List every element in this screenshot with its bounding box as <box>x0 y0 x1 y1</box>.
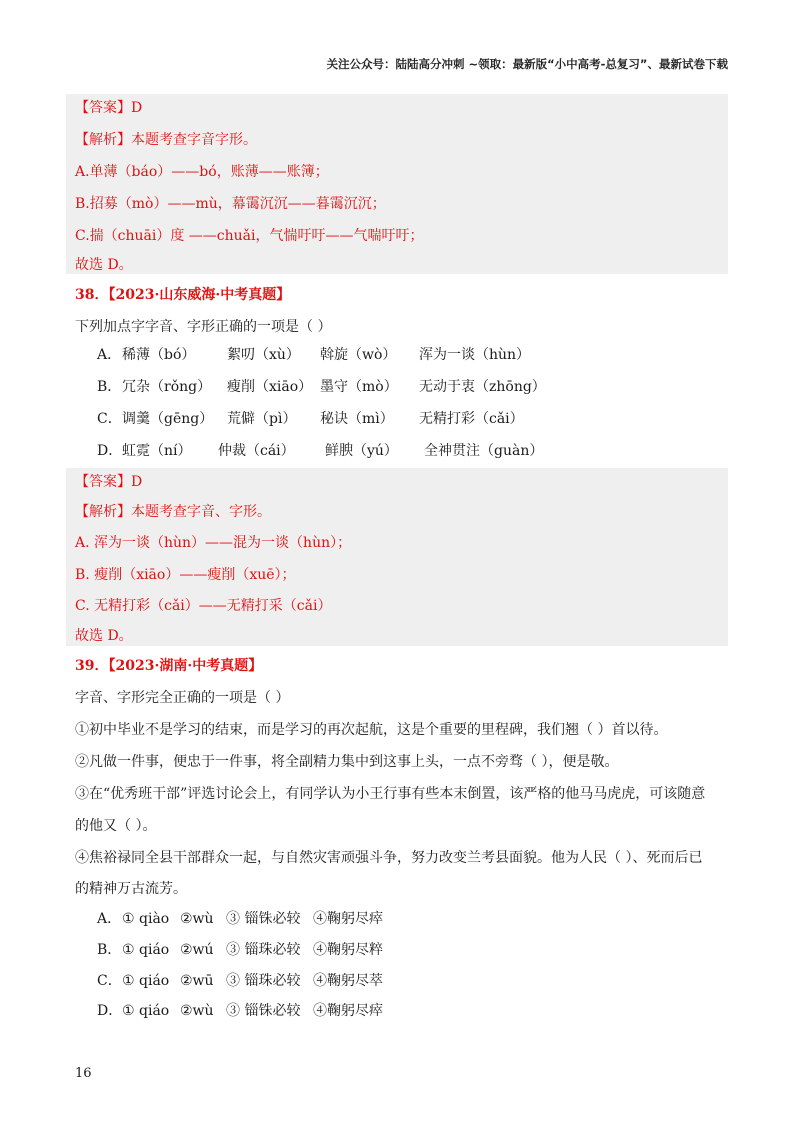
option-item: ① qiáo <box>122 1003 170 1019</box>
option-item: ③ 锱铢必较 <box>226 1003 301 1019</box>
analysis-line: A. 浑为一谈（hùn）——混为一谈（hùn）； <box>75 535 352 551</box>
option-item: 瘦削（xiāo） <box>227 379 313 395</box>
option-item: 斡旋（wò） <box>320 347 397 363</box>
question-sentence: ④焦裕禄同全县干部群众一起，与自然灾害顽强斗争，努力改变兰考县面貌。他为人民（ ）、死而后已 <box>75 850 703 866</box>
option-item: ③ 锱珠必较 <box>226 942 301 958</box>
option-label: B． <box>97 942 122 958</box>
option-item: ④鞠躬尽瘁 <box>313 1003 383 1019</box>
option-item: ③ 锱珠必较 <box>226 973 301 989</box>
question-sentence: ②凡做一件事，便忠于一件事，将全副精力集中到这事上头，一点不旁骛（ ），便是敬。 <box>75 754 619 770</box>
option-item: ① qiáo <box>122 942 170 958</box>
option-item: 虹霓（ní） <box>122 443 192 459</box>
option-label: A． <box>97 347 122 363</box>
option-item: ②wù <box>180 911 214 927</box>
answer-label: 【答案】D <box>75 100 143 116</box>
option-item: 秘诀（mì） <box>320 411 394 427</box>
analysis-conclusion: 故选 D。 <box>75 257 133 273</box>
analysis-line: C.揣（chuāi）度 ——chuǎi，气惴吁吁——气喘吁吁； <box>75 228 424 244</box>
option-item: 絮叨（xù） <box>227 347 300 363</box>
option-item: ④鞠躬尽粹 <box>313 942 383 958</box>
option-item: ① qiào <box>122 911 170 927</box>
page-header: 关注公众号：陆陆高分冲刺 ~领取：最新版“小中高考-总复习”、最新试卷下载 <box>326 57 728 71</box>
option-label: B． <box>97 379 122 395</box>
option-item: ④鞠躬尽瘁 <box>313 911 383 927</box>
option-item: ③ 锱铢必较 <box>226 911 301 927</box>
option-item: ②wū <box>180 973 214 989</box>
analysis-conclusion: 故选 D。 <box>75 628 133 644</box>
option-item: ②wú <box>180 942 214 958</box>
answer-box <box>66 94 728 274</box>
question-title: 38．【2023·山东威海·中考真题】 <box>75 287 291 303</box>
answer-box <box>66 468 728 646</box>
option-label: D． <box>97 1003 123 1019</box>
option-item: 浑为一谈（hùn） <box>419 347 531 363</box>
option-item: 无精打彩（cǎi） <box>419 411 524 427</box>
analysis-line: B. 瘦削（xiāo）——瘦削（xuē）； <box>75 567 296 583</box>
option-item: 荒僻（pì） <box>227 411 297 427</box>
option-item: 全神贯注（guàn） <box>424 443 544 459</box>
option-label: C． <box>97 973 122 989</box>
question-stem: 下列加点字字音、字形正确的一项是（ ） <box>75 319 332 335</box>
option-item: 冗杂（rǒng） <box>122 379 212 395</box>
option-item: 墨守（mò） <box>320 379 398 395</box>
option-item: 稀薄（bó） <box>122 347 196 363</box>
question-sentence: 的他又（ ）。 <box>75 818 157 834</box>
option-item: ① qiáo <box>122 973 170 989</box>
question-sentence: 的精神万古流芳。 <box>75 881 187 897</box>
option-label: A． <box>97 911 122 927</box>
answer-label: 【答案】D <box>75 474 143 490</box>
option-item: ②wù <box>180 1003 214 1019</box>
option-item: 鲜腴（yú） <box>325 443 398 459</box>
option-item: 调羹（gēng） <box>122 411 214 427</box>
option-item: 仲裁（cái） <box>218 443 295 459</box>
analysis-label: 【解析】本题考查字音、字形。 <box>75 504 271 520</box>
analysis-line: C. 无精打彩（cǎi）——无精打采（cǎi） <box>75 598 332 614</box>
option-label: C． <box>97 411 122 427</box>
question-sentence: ①初中毕业不是学习的结束，而是学习的再次起航，这是个重要的里程碑，我们翘（ ）首以待。 <box>75 722 668 738</box>
analysis-label: 【解析】本题考查字音字形。 <box>75 132 257 148</box>
question-sentence: ③在“优秀班干部”评选讨论会上，有同学认为小王行事有些本末倒置，该严格的他马马虎虎，可该随意 <box>75 786 706 802</box>
analysis-line: B.招募（mò）——mù，幕霭沉沉——暮霭沉沉； <box>75 196 386 212</box>
question-stem: 字音、字形完全正确的一项是（ ） <box>75 690 290 706</box>
analysis-line: A.单薄（báo）——bó，账薄——账簿； <box>75 164 329 180</box>
option-label: D． <box>97 443 123 459</box>
question-title: 39．【2023·湖南·中考真题】 <box>75 658 263 674</box>
option-item: 无动于衷（zhōng） <box>419 379 546 395</box>
option-item: ④鞠躬尽萃 <box>313 973 383 989</box>
page-number: 16 <box>75 1066 92 1081</box>
